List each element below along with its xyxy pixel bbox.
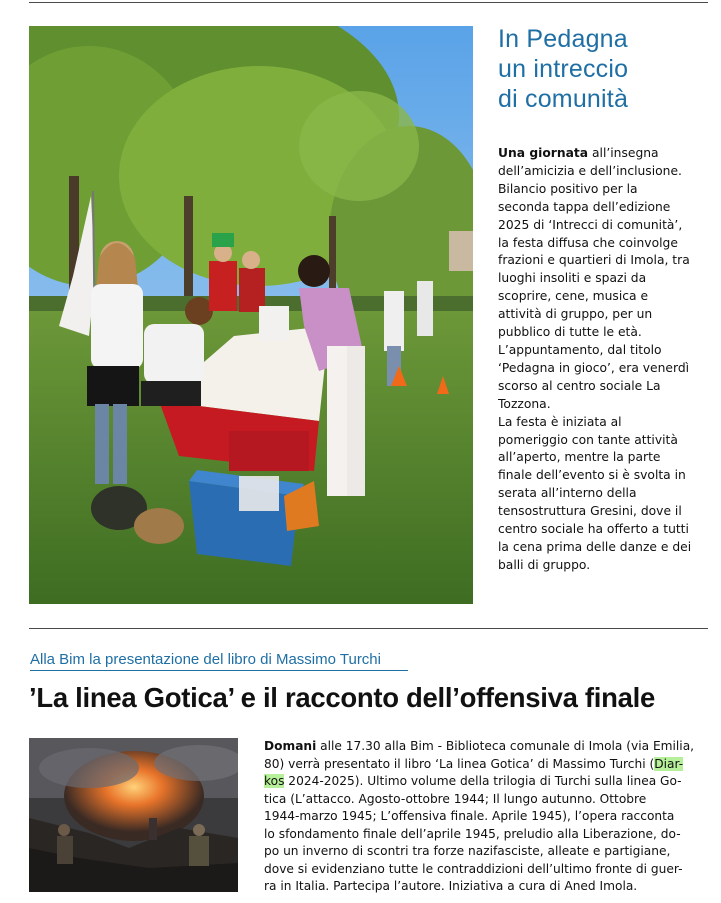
battle-illustration [29,738,238,892]
body-line: ra in Italia. Partecipa l’autore. Iniziativa a cura di Aned Imola. [264,879,638,893]
body-line: attività di gruppo, per un [498,307,653,322]
headline-line: un intreccio [498,55,629,83]
body-line: la festa diffusa che coinvolge [498,235,678,250]
body-line: centro sociale ha offerto a tutti [498,522,689,537]
body-line: L’appuntamento, dal titolo [498,342,662,357]
article2-headline: ’La linea Gotica’ e il racconto dell’offensiva finale [29,682,655,713]
body-line: 2025 di ‘Intrecci di comunità’, [498,217,683,232]
kicker-underline [30,670,408,671]
body-line: all’aperto, mentre la parte [498,450,661,465]
body-line: scoprire, cene, musica e [498,289,649,304]
lead-bold: Una giornata [498,146,589,160]
lead-bold: Domani [264,739,317,753]
body-text: 2024-2025). Ultimo volume della trilogia di Turchi sulla linea Go- [284,774,682,788]
body-line: scorso al centro sociale La [498,378,661,393]
body-line: la cena prima delle danze e dei [498,539,692,554]
body-line: pomeriggio con tante attività [498,432,678,447]
highlighted-text: kos [264,774,285,788]
article1-headline [498,24,713,114]
body-line: 1944-marzo 1945; L’offensiva finale. Aprile 1945), l’opera racconta [264,809,675,823]
body-text: 80) verrà presentato il libro ‘La linea Gotica’ di Massimo Turchi ( [264,756,655,771]
body-line: finale dell’evento si è svolta in [498,468,686,483]
highlighted-text: Diar- [654,756,684,771]
body-line [498,145,708,163]
body-line: tica (L’attacco. Agosto-ottobre 1944; Il lungo autunno. Ottobre [264,791,647,806]
body-line: ‘Pedagna in gioco’, era venerdì [498,360,690,375]
body-line: frazioni e quartieri di Imola, tra [498,253,690,268]
body-line: serata all’interno della [498,486,637,501]
section-divider [29,628,708,629]
body-line: dell’amicizia e dell’inclusione. [498,163,682,178]
body-line: po un inverno di scontri tra forze nazifasciste, alleate e partigiane, [264,844,671,858]
headline-line: di comunità [498,85,629,113]
body-line [264,738,710,756]
festival-photo [29,26,473,604]
body-line: pubblico di tutte le età. [498,325,642,340]
article2-body [264,738,710,896]
top-rule [29,2,708,3]
body-line: Tozzona. [498,396,551,411]
body-text: alle 17.30 alla Bim - Biblioteca comunale di Imola (via Emilia, [316,739,695,753]
body-line: lo sfondamento finale dell’aprile 1945, preludio alla Liberazione, do- [264,826,681,841]
body-line: tensostruttura Gresini, dove il [498,504,682,519]
body-line: seconda tappa dell’edizione [498,199,671,214]
body-text: all’insegna [588,146,659,160]
body-line: luoghi insoliti e spazi da [498,271,647,286]
body-line: dove si evidenziano tutte le contraddizioni dell’ultimo fronte di guer- [264,861,683,876]
body-line: balli di gruppo. [498,557,591,572]
headline-line: In Pedagna [498,25,628,53]
body-line [264,756,710,774]
article1-body [498,145,708,575]
body-line: Bilancio positivo per la [498,181,638,196]
body-line [264,773,710,791]
body-line: La festa è iniziata al [498,414,622,429]
article2-kicker: Alla Bim la presentazione del libro di Massimo Turchi [30,651,381,668]
